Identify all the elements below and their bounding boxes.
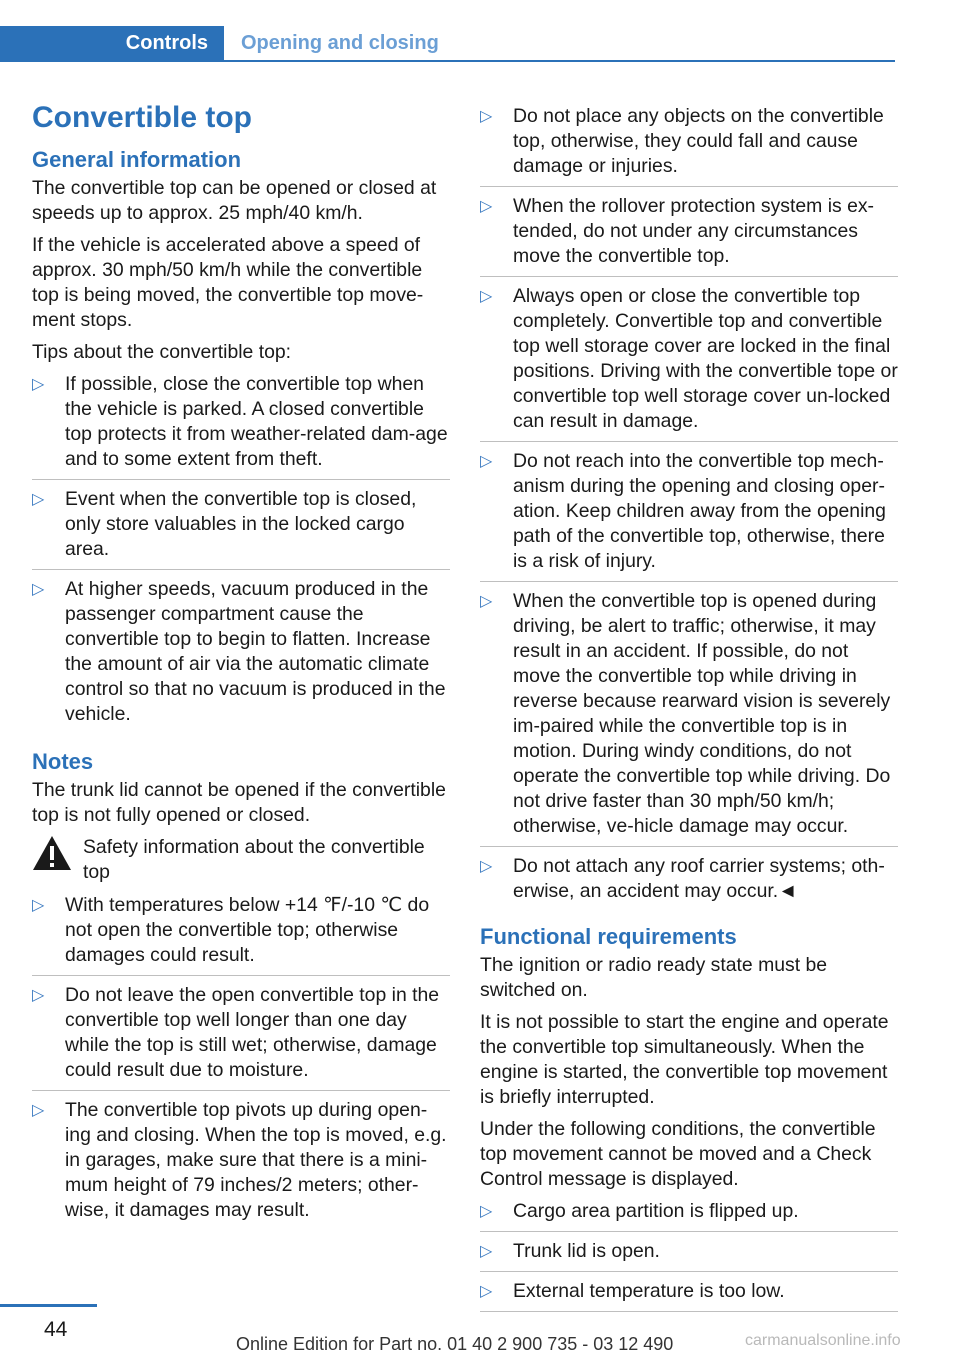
- triangle-bullet-icon: ▷: [480, 593, 493, 610]
- list-item: ▷ When the rollover protection system is ex-tended, do not under any circumstances move the convertible top.: [480, 194, 898, 277]
- notes-paragraph-1: The trunk lid cannot be opened if the convertible top is not fully opened or closed.: [32, 779, 446, 826]
- chapter-tab: Controls: [0, 26, 224, 60]
- triangle-bullet-icon: ▷: [32, 491, 45, 508]
- triangle-bullet-icon: ▷: [32, 897, 45, 914]
- list-item: ▷ Do not attach any roof carrier systems; oth-erwise, an accident may occur.◄: [480, 855, 885, 902]
- safety-text: Safety information about the convertible top: [83, 836, 425, 883]
- notes-heading: Notes: [32, 749, 94, 774]
- general-paragraph-2: If the vehicle is accelerated above a speed of approx. 30 mph/50 km/h while the convertible top is being moved, the convertible top move-ment stops.: [32, 234, 424, 331]
- triangle-bullet-icon: ▷: [480, 1243, 493, 1260]
- watermark: carmanualsonline.info: [745, 1332, 901, 1349]
- list-item: ▷ External temperature is too low.: [480, 1279, 898, 1312]
- page-number: 44: [44, 1318, 68, 1341]
- functional-paragraph-1: The ignition or radio ready state must be switched on.: [480, 954, 828, 1001]
- general-heading: General information: [32, 147, 242, 172]
- list-item: ▷ If possible, close the convertible top when the vehicle is parked. A closed convertible top protects it from weather-related dam-age and to some extent from theft.: [32, 372, 450, 480]
- list-item: ▷ Trunk lid is open.: [480, 1239, 898, 1272]
- list-item: ▷ Do not reach into the convertible top mech-anism during the opening and closing oper-ation. Keep children away from the opening path of the convertible top, otherwise, there is a risk of injury.: [480, 449, 898, 582]
- warning-triangle-icon: [32, 835, 72, 871]
- right-column: [480, 104, 898, 1319]
- page-header: [0, 26, 895, 62]
- header-rule: [0, 60, 895, 62]
- list-item: ▷ Cargo area partition is flipped up.: [480, 1199, 898, 1232]
- triangle-bullet-icon: ▷: [480, 198, 493, 215]
- triangle-bullet-icon: ▷: [32, 987, 45, 1004]
- list-item: ▷ Do not place any objects on the convertible top, otherwise, they could fall and cause damage or injuries.: [480, 104, 898, 187]
- triangle-bullet-icon: ▷: [480, 858, 493, 875]
- triangle-bullet-icon: ▷: [480, 108, 493, 125]
- triangle-bullet-icon: ▷: [480, 1283, 493, 1300]
- triangle-bullet-icon: ▷: [480, 453, 493, 470]
- general-paragraph-1: The convertible top can be opened or closed at speeds up to approx. 25 mph/40 km/h.: [32, 177, 437, 224]
- edition-text: Online Edition for Part no. 01 40 2 900 735 - 03 12 490: [236, 1334, 674, 1354]
- notes-list-right: [480, 104, 898, 911]
- section-tab: Opening and closing: [241, 31, 439, 54]
- list-item: ▷ The convertible top pivots up during open-ing and closing. When the top is moved, e.g. in garages, make sure that there is a mini-mum height of 79 inches/2 meters; other-wise, it damages may result.: [32, 1099, 447, 1221]
- list-item: ▷ Event when the convertible top is closed, only store valuables in the locked cargo area.: [32, 487, 450, 570]
- left-column: [32, 100, 450, 1237]
- footer-rule: [0, 1304, 97, 1307]
- conditions-list: [480, 1199, 898, 1312]
- general-paragraph-3: Tips about the convertible top:: [32, 341, 292, 363]
- list-item: ▷ With temperatures below +14 ℉/-10 ℃ do not open the convertible top; otherwise damages could result.: [32, 893, 450, 976]
- functional-heading: Functional requirements: [480, 924, 737, 949]
- triangle-bullet-icon: ▷: [32, 1102, 45, 1119]
- tips-list: [32, 372, 450, 734]
- list-item: ▷ Do not leave the open convertible top in the convertible top well longer than one day while the top is still wet; otherwise, damage could result due to moisture.: [32, 983, 450, 1091]
- triangle-bullet-icon: ▷: [32, 376, 45, 393]
- triangle-bullet-icon: ▷: [480, 288, 493, 305]
- safety-notice: [32, 835, 450, 885]
- triangle-bullet-icon: ▷: [480, 1203, 493, 1220]
- functional-paragraph-2: It is not possible to start the engine and operate the convertible top simultaneously. When the engine is started, the convertible top movement is briefly interrupted.: [480, 1011, 889, 1108]
- list-item: ▷ Always open or close the convertible top completely. Convertible top and convertible top well storage cover are locked in the final positions. Driving with the convertible tope or convertible top well storage cover un-locked can result in damage.: [480, 284, 898, 442]
- triangle-bullet-icon: ▷: [32, 581, 45, 598]
- list-item: ▷ At higher speeds, vacuum produced in the passenger compartment cause the convertible top to begin to flatten. Increase the amount of air via the automatic climate control so that no vacuum is produced in the vehicle.: [32, 578, 446, 725]
- functional-paragraph-3: Under the following conditions, the convertible top movement cannot be moved and a Check Control message is displayed.: [480, 1118, 876, 1190]
- notes-list-left: [32, 893, 450, 1230]
- page-title: Convertible top: [32, 101, 253, 134]
- list-item: ▷ When the convertible top is opened during driving, be alert to traffic; otherwise, it may result in an accident. If possible, do not move the convertible top while driving in reverse because rearward vision is severely im-paired while the convertible top is in motion. During windy conditions, do not operate the convertible top while driving. Do not drive faster than 30 mph/50 km/h; otherwise, ve-hicle damage may occur.: [480, 589, 898, 847]
